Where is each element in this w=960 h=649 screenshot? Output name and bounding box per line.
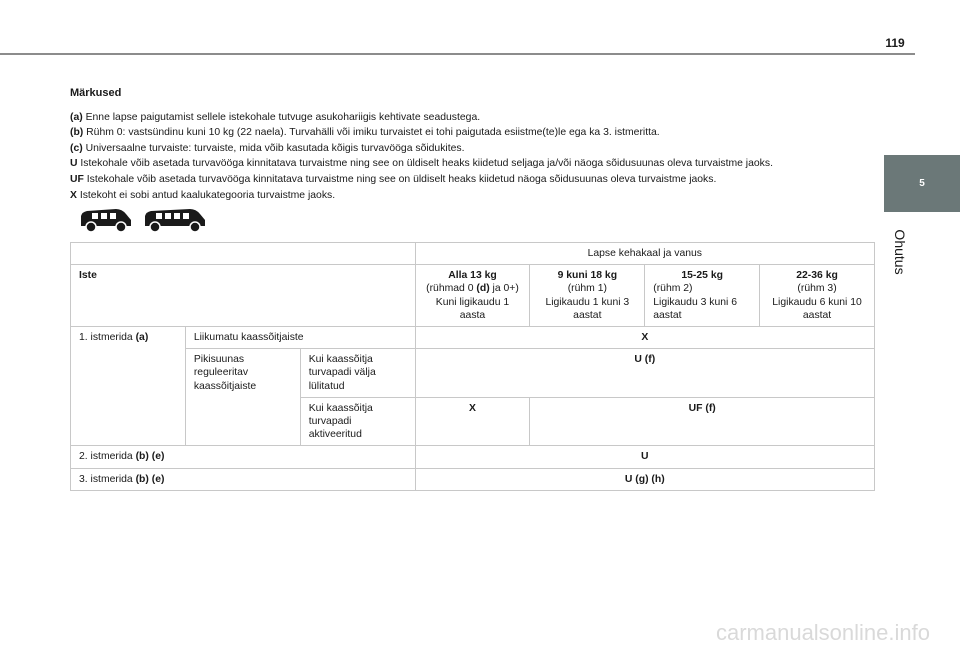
seat-column-header: Iste — [71, 265, 416, 327]
airbag-condition: Kui kaassõitja turvapadi välja lülitatud — [300, 349, 415, 398]
table-cell — [71, 243, 416, 265]
weight-column-header: 22-36 kg (rühm 3) Ligikaudu 6 kuni 10 aastat — [760, 265, 875, 327]
van-short-icon — [78, 206, 134, 234]
weight-column-header: 9 kuni 18 kg (rühm 1) Ligikaudu 1 kuni 3 aastat — [530, 265, 645, 327]
table-row — [71, 349, 875, 398]
notes-title: Märkused — [70, 87, 122, 99]
notes-section — [70, 86, 875, 203]
weight-column-header: Alla 13 kg (rühmad 0 (d) ja 0+) Kuni ligikaudu 1 aasta — [415, 265, 530, 327]
weight-age-header: Lapse kehakaal ja vanus — [415, 243, 874, 265]
chapter-tab[interactable] — [884, 155, 960, 212]
row-label: 1. istmerida (a) — [71, 327, 186, 446]
seat-type: Liikumatu kaassõitjaiste — [185, 327, 415, 349]
table-row — [71, 243, 875, 265]
watermark: carmanualsonline.info — [715, 620, 930, 645]
header-rule — [0, 53, 915, 55]
airbag-condition: Kui kaassõitja turvapadi aktiveeritud — [300, 397, 415, 446]
table-row — [71, 468, 875, 490]
note-item: (a) Enne lapse paigutamist sellele istekohale tutvuge asukohariigis kehtivate seadustega. — [70, 111, 481, 123]
seat-value: U (f) — [415, 349, 874, 398]
table-row — [71, 327, 875, 349]
row-label: 2. istmerida (b) (e) — [71, 446, 416, 468]
van-long-icon — [142, 206, 208, 234]
child-seat-table — [70, 242, 875, 491]
table-row — [71, 446, 875, 468]
row-label: 3. istmerida (b) (e) — [71, 468, 416, 490]
seat-type: Pikisuunas reguleeritav kaassõitjaiste — [185, 349, 300, 446]
chapter-number: 5 — [919, 178, 925, 189]
note-item: (b) Rühm 0: vastsündinu kuni 10 kg (22 naela). Turvahälli või imiku turvaistet ei tohi paigutada esiistme(te)le ega ka 3. istmeritta. — [70, 127, 660, 139]
table-row — [71, 265, 875, 327]
note-item: (c) Universaalne turvaiste: turvaiste, mida võib kasutada kõigis turvavööga sõidukites. — [70, 142, 465, 154]
note-item: U Istekohale võib asetada turvavööga kinnitatava turvaistme ning see on üldiselt heaks kiidetud seljaga ja/või näoga sõidusuunas oleva turvaistme jaoks. — [70, 158, 773, 170]
seat-value: UF (f) — [530, 397, 875, 446]
seat-value: U — [415, 446, 874, 468]
seat-value: X — [415, 397, 530, 446]
seat-value: X — [415, 327, 874, 349]
chapter-title: Ohutus — [892, 229, 908, 275]
note-item: UF Istekohale võib asetada turvavööga kinnitatava turvaistme ning see on üldiselt heaks kiidetud näoga sõidusuunas oleva turvaistme jaoks. — [70, 173, 717, 185]
note-item: X Istekoht ei sobi antud kaalukategooria turvaistme jaoks. — [70, 189, 336, 201]
seat-value: U (g) (h) — [415, 468, 874, 490]
page-number: 119 — [885, 36, 905, 50]
weight-column-header: 15-25 kg (rühm 2) Ligikaudu 3 kuni 6 aastat — [645, 265, 760, 327]
